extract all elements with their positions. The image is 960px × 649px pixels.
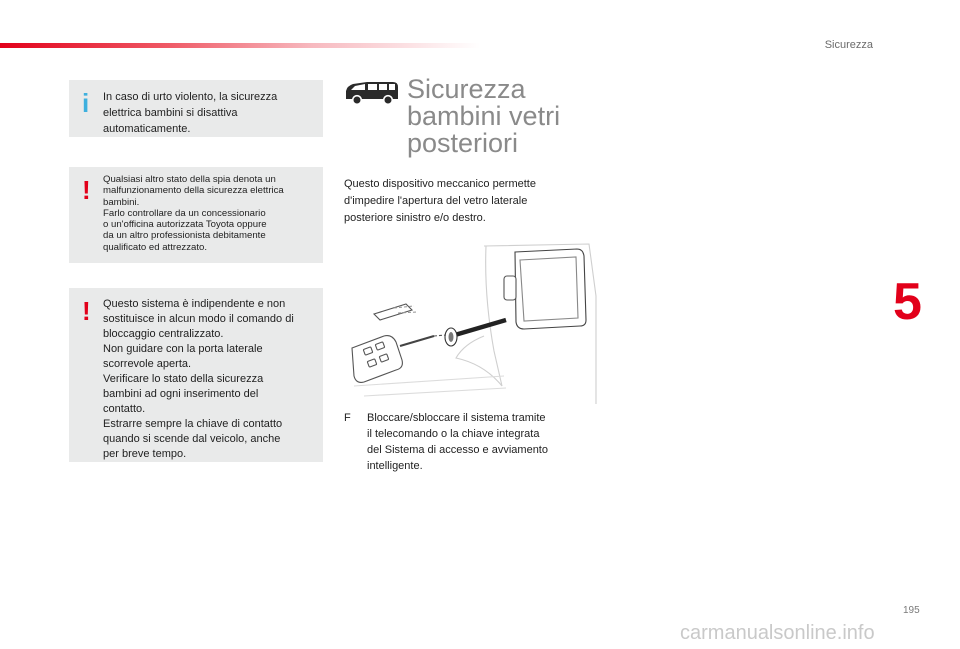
section-title: Sicurezza bambini vetri posteriori	[407, 74, 561, 158]
key-window-lock-illustration	[334, 236, 600, 404]
bullet-symbol: F	[344, 412, 351, 424]
warning-icon: !	[82, 175, 91, 205]
van-icon	[343, 79, 401, 105]
chapter-number: 5	[893, 273, 922, 331]
section-label: Sicurezza	[824, 39, 873, 51]
info-box	[69, 80, 323, 137]
warning-box-system-text: Questo sistema è indipendente e non sostituisce in alcun modo il comando di bloccaggio centralizzato. Non guidare con la porta laterale scorrevole aperta. Verificare lo stato della sicurezza bambini ad ogni inserimento del contatto. Estrarre sempre la chiave di contatto quando si scende dal veicolo, anche per breve tempo.	[103, 298, 294, 460]
watermark: carmanualsonline.info	[680, 622, 875, 644]
section-intro: Questo dispositivo meccanico permette d'impedire l'apertura del vetro laterale posteriore sinistro e/o destro.	[344, 178, 536, 224]
warning-box-malfunction	[69, 167, 323, 263]
bullet-text: Bloccare/sbloccare il sistema tramite il telecomando o la chiave integrata del Sistema di accesso e avviamento intelligente.	[367, 412, 548, 472]
info-box-text: In caso di urto violento, la sicurezza elettrica bambini si disattiva automaticamente.	[103, 91, 278, 135]
header-accent-bar	[0, 43, 480, 48]
warning-box-malfunction-text: Qualsiasi altro stato della spia denota un malfunzionamento della sicurezza elettrica bambini. Farlo controllare da un concessionario o un'officina autorizzata Toyota oppure da un altro professionista debitamente qualificato ed attrezzato.	[103, 174, 284, 253]
warning-box-system	[69, 288, 323, 462]
info-icon: i	[82, 88, 90, 118]
page-number: 195	[903, 605, 920, 616]
warning-icon: !	[82, 296, 91, 326]
